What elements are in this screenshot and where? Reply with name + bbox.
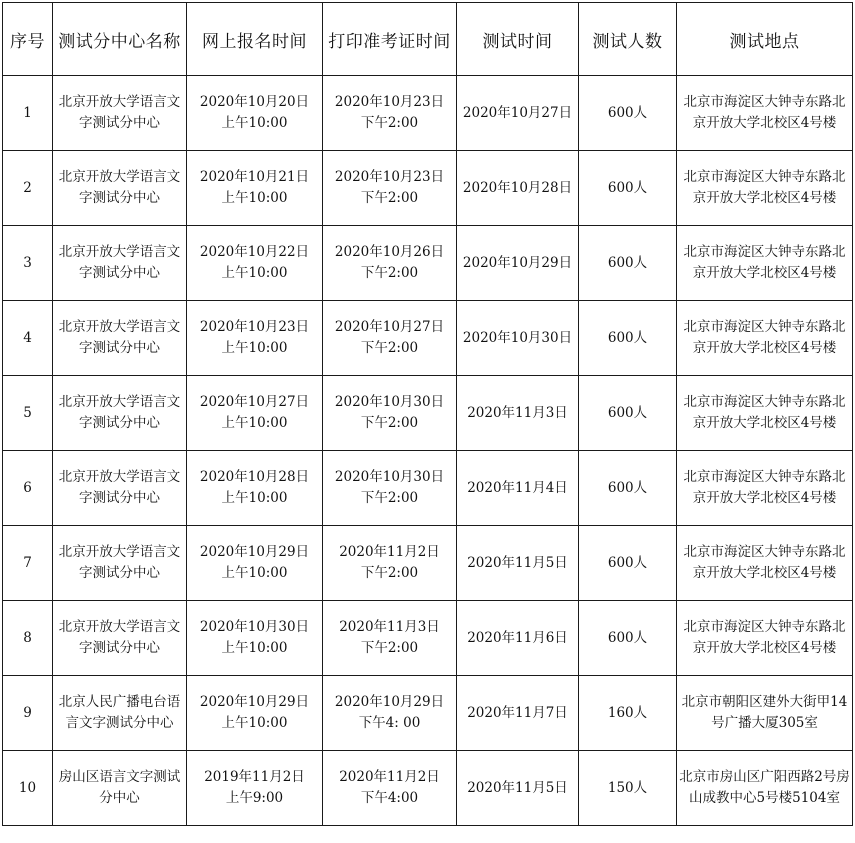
row-number: 1	[3, 76, 53, 151]
registration-time: 上午10:00	[221, 715, 288, 731]
row-number: 4	[3, 301, 53, 376]
print-date: 2020年10月30日	[334, 394, 445, 410]
test-count: 600人	[579, 226, 677, 301]
registration-time: 上午10:00	[221, 640, 288, 656]
print-date: 2020年10月29日	[334, 694, 445, 710]
test-location-cell	[677, 76, 853, 151]
test-date: 2020年11月7日	[457, 676, 579, 751]
print-admission-cell	[323, 451, 457, 526]
schedule-sheet	[2, 2, 853, 826]
test-location: 北京市海淀区大钟寺东路北京开放大学北校区4号楼	[683, 469, 846, 506]
test-location-cell	[677, 376, 853, 451]
test-location: 北京市朝阳区建外大街甲14号广播大厦305室	[681, 694, 848, 731]
registration-date: 2020年10月20日	[199, 94, 310, 110]
test-count: 600人	[579, 151, 677, 226]
test-location-cell	[677, 751, 853, 826]
center-name: 北京人民广播电台语言文字测试分中心	[58, 694, 181, 731]
test-location-cell	[677, 526, 853, 601]
test-count: 150人	[579, 751, 677, 826]
print-admission-cell	[323, 76, 457, 151]
print-date: 2020年11月2日	[339, 544, 440, 560]
test-count: 600人	[579, 601, 677, 676]
header-test-date: 测试时间	[457, 3, 579, 76]
print-date: 2020年11月3日	[339, 619, 440, 635]
center-name: 北京开放大学语言文字测试分中心	[58, 94, 181, 131]
row-number: 7	[3, 526, 53, 601]
test-location-cell	[677, 151, 853, 226]
registration-date: 2020年10月21日	[199, 169, 310, 185]
table-row	[3, 301, 853, 376]
test-location: 北京市海淀区大钟寺东路北京开放大学北校区4号楼	[683, 319, 846, 356]
registration-date: 2020年10月29日	[199, 544, 310, 560]
test-location: 北京市海淀区大钟寺东路北京开放大学北校区4号楼	[683, 169, 846, 206]
test-location: 北京市海淀区大钟寺东路北京开放大学北校区4号楼	[683, 544, 846, 581]
table-row	[3, 451, 853, 526]
test-date: 2020年11月5日	[457, 751, 579, 826]
test-location-cell	[677, 676, 853, 751]
test-date: 2020年10月30日	[457, 301, 579, 376]
registration-cell	[187, 226, 323, 301]
header-center-name: 测试分中心名称	[53, 3, 187, 76]
print-time: 下午4:00	[360, 790, 419, 806]
table-row	[3, 526, 853, 601]
center-name-cell	[53, 526, 187, 601]
center-name-cell	[53, 151, 187, 226]
test-location: 北京市海淀区大钟寺东路北京开放大学北校区4号楼	[683, 394, 846, 431]
center-name: 房山区语言文字测试分中心	[58, 769, 181, 806]
center-name-cell	[53, 676, 187, 751]
center-name-cell	[53, 76, 187, 151]
center-name-cell	[53, 451, 187, 526]
test-count: 600人	[579, 301, 677, 376]
print-date: 2020年10月23日	[334, 169, 445, 185]
row-number: 2	[3, 151, 53, 226]
center-name-cell	[53, 751, 187, 826]
registration-time: 上午10:00	[221, 265, 288, 281]
row-number: 10	[3, 751, 53, 826]
registration-date: 2020年10月27日	[199, 394, 310, 410]
print-time: 下午2:00	[360, 340, 419, 356]
center-name: 北京开放大学语言文字测试分中心	[58, 619, 181, 656]
print-admission-cell	[323, 151, 457, 226]
center-name: 北京开放大学语言文字测试分中心	[58, 544, 181, 581]
center-name-cell	[53, 301, 187, 376]
print-time: 下午2:00	[360, 265, 419, 281]
test-count: 600人	[579, 376, 677, 451]
print-time: 下午2:00	[360, 490, 419, 506]
table-row	[3, 751, 853, 826]
registration-cell	[187, 301, 323, 376]
registration-cell	[187, 751, 323, 826]
print-date: 2020年10月27日	[334, 319, 445, 335]
table-row	[3, 601, 853, 676]
table-row	[3, 376, 853, 451]
test-date: 2020年11月4日	[457, 451, 579, 526]
center-name: 北京开放大学语言文字测试分中心	[58, 319, 181, 356]
print-admission-cell	[323, 376, 457, 451]
print-admission-cell	[323, 676, 457, 751]
row-number: 9	[3, 676, 53, 751]
print-date: 2020年10月30日	[334, 469, 445, 485]
print-admission-cell	[323, 751, 457, 826]
registration-cell	[187, 76, 323, 151]
test-date: 2020年10月28日	[457, 151, 579, 226]
registration-time: 上午9:00	[225, 790, 284, 806]
print-time: 下午2:00	[360, 190, 419, 206]
header-row	[3, 3, 853, 76]
row-number: 6	[3, 451, 53, 526]
test-count: 600人	[579, 76, 677, 151]
table-row	[3, 676, 853, 751]
registration-time: 上午10:00	[221, 415, 288, 431]
test-schedule-table	[2, 2, 853, 826]
test-location: 北京市房山区广阳西路2号房山成教中心5号楼5104室	[679, 769, 850, 806]
center-name: 北京开放大学语言文字测试分中心	[58, 244, 181, 281]
registration-date: 2020年10月23日	[199, 319, 310, 335]
test-location: 北京市海淀区大钟寺东路北京开放大学北校区4号楼	[683, 244, 846, 281]
print-admission-cell	[323, 226, 457, 301]
test-count: 600人	[579, 526, 677, 601]
test-date: 2020年11月3日	[457, 376, 579, 451]
center-name: 北京开放大学语言文字测试分中心	[58, 169, 181, 206]
print-date: 2020年11月2日	[339, 769, 440, 785]
test-location: 北京市海淀区大钟寺东路北京开放大学北校区4号楼	[683, 94, 846, 131]
schedule-body	[3, 76, 853, 826]
registration-cell	[187, 151, 323, 226]
row-number: 8	[3, 601, 53, 676]
registration-cell	[187, 451, 323, 526]
test-date: 2020年10月27日	[457, 76, 579, 151]
table-row	[3, 76, 853, 151]
header-no: 序号	[3, 3, 53, 76]
print-time: 下午2:00	[360, 565, 419, 581]
center-name: 北京开放大学语言文字测试分中心	[58, 394, 181, 431]
center-name-cell	[53, 601, 187, 676]
print-admission-cell	[323, 301, 457, 376]
registration-time: 上午10:00	[221, 340, 288, 356]
center-name: 北京开放大学语言文字测试分中心	[58, 469, 181, 506]
registration-time: 上午10:00	[221, 115, 288, 131]
registration-cell	[187, 526, 323, 601]
registration-time: 上午10:00	[221, 190, 288, 206]
center-name-cell	[53, 376, 187, 451]
registration-time: 上午10:00	[221, 565, 288, 581]
print-time: 下午4: 00	[358, 715, 421, 731]
registration-cell	[187, 376, 323, 451]
registration-date: 2020年10月28日	[199, 469, 310, 485]
registration-date: 2020年10月30日	[199, 619, 310, 635]
test-location: 北京市海淀区大钟寺东路北京开放大学北校区4号楼	[683, 619, 846, 656]
print-admission-cell	[323, 601, 457, 676]
registration-date: 2020年10月22日	[199, 244, 310, 260]
print-time: 下午2:00	[360, 640, 419, 656]
row-number: 5	[3, 376, 53, 451]
print-time: 下午2:00	[360, 115, 419, 131]
table-row	[3, 226, 853, 301]
registration-time: 上午10:00	[221, 490, 288, 506]
test-count: 600人	[579, 451, 677, 526]
test-date: 2020年11月6日	[457, 601, 579, 676]
registration-cell	[187, 676, 323, 751]
row-number: 3	[3, 226, 53, 301]
test-count: 160人	[579, 676, 677, 751]
print-date: 2020年10月26日	[334, 244, 445, 260]
registration-date: 2020年10月29日	[199, 694, 310, 710]
test-location-cell	[677, 301, 853, 376]
header-print-admission-time: 打印准考证时间	[323, 3, 457, 76]
test-date: 2020年11月5日	[457, 526, 579, 601]
test-location-cell	[677, 451, 853, 526]
header-test-count: 测试人数	[579, 3, 677, 76]
registration-date: 2019年11月2日	[204, 769, 305, 785]
header-test-location: 测试地点	[677, 3, 853, 76]
table-row	[3, 151, 853, 226]
print-date: 2020年10月23日	[334, 94, 445, 110]
test-location-cell	[677, 226, 853, 301]
center-name-cell	[53, 226, 187, 301]
test-date: 2020年10月29日	[457, 226, 579, 301]
print-admission-cell	[323, 526, 457, 601]
header-registration-time: 网上报名时间	[187, 3, 323, 76]
print-time: 下午2:00	[360, 415, 419, 431]
registration-cell	[187, 601, 323, 676]
test-location-cell	[677, 601, 853, 676]
